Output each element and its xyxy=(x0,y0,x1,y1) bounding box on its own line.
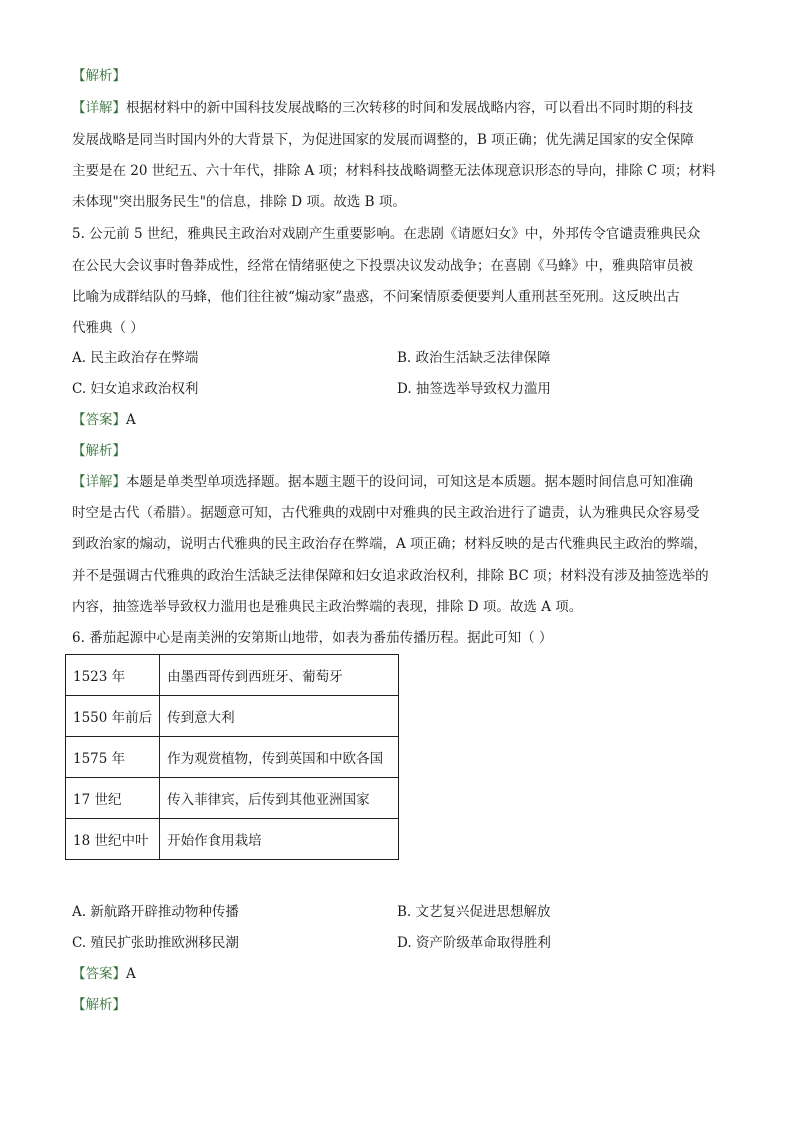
q5-option-b: B. 政治生活缺乏法律保障 xyxy=(397,350,551,366)
q6-option-b: B. 文艺复兴促进思想解放 xyxy=(397,904,551,920)
q5-option-d: D. 抽签选举导致权力滥用 xyxy=(397,381,551,397)
q5-stem-line: 在公民大会议事时鲁莽成性，经常在情绪驱使之下投票决议发动战争；在喜剧《马蜂》中，雅典陪审员被 xyxy=(72,258,693,274)
answer-value: A xyxy=(126,966,136,982)
q6-option-a: A. 新航路开辟推动物种传播 xyxy=(72,904,239,920)
answer-value: A xyxy=(126,412,136,428)
table-cell-period: 18 世纪中叶 xyxy=(66,819,160,860)
detail-text: 本题是单类型单项选择题。据本题主题干的设问词，可知这是本质题。据本题时间信息可知准确 xyxy=(126,474,693,490)
q5-stem-line: 比喻为成群结队的马蜂，他们往往被“煽动家”蛊惑，不问案情原委便要判人重刑甚至死刑。这反映出古 xyxy=(72,289,680,305)
q5-option-a: A. 民主政治存在弊端 xyxy=(72,350,199,366)
detail-line xyxy=(72,98,693,118)
table-cell-period: 1550 年前后 xyxy=(66,696,160,737)
table-cell-period: 1575 年 xyxy=(66,737,160,778)
analysis-tag: 【解析】 xyxy=(72,997,126,1013)
detail-line: 到政治家的煽动，说明古代雅典的民主政治存在弊端，A 项正确；材料反映的是古代雅典民主政治的弊端， xyxy=(72,536,708,552)
table-cell-event: 传入菲律宾，后传到其他亚洲国家 xyxy=(160,778,399,819)
q6-option-d: D. 资产阶级革命取得胜利 xyxy=(397,935,551,951)
table-cell-event: 传到意大利 xyxy=(160,696,399,737)
detail-line: 主要是在 20 世纪五、六十年代，排除 A 项；材料科技战略调整无法体现意识形态的导向，排除 C 项；材料 xyxy=(72,163,716,179)
detail-line: 未体现"突出服务民生"的信息，排除 D 项。故选 B 项。 xyxy=(72,194,406,210)
table-cell-event: 开始作食用栽培 xyxy=(160,819,399,860)
detail-line: 内容，抽签选举导致权力滥用也是雅典民主政治弊端的表现，排除 D 项。故选 A 项。 xyxy=(72,599,583,615)
table-cell-event: 作为观赏植物，传到英国和中欧各国 xyxy=(160,737,399,778)
q5-stem-line: 5. 公元前 5 世纪，雅典民主政治对戏剧产生重要影响。在悲剧《请愿妇女》中，外邦传令官谴责雅典民众 xyxy=(72,226,701,242)
q6-stem: 6. 番茄起源中心是南美洲的安第斯山地带，如表为番茄传播历程。据此可知（ ） xyxy=(72,630,553,646)
q6-option-c: C. 殖民扩张助推欧洲移民潮 xyxy=(72,935,239,951)
q6-answer xyxy=(72,964,136,984)
table-row xyxy=(66,819,399,860)
table-row xyxy=(66,778,399,819)
table-row xyxy=(66,737,399,778)
detail-line xyxy=(72,472,693,492)
table-cell-period: 17 世纪 xyxy=(66,778,160,819)
answer-tag: 【答案】 xyxy=(72,412,126,428)
detail-line: 发展战略是同当时国内外的大背景下，为促进国家的发展而调整的，B 项正确；优先满足国家的安全保障 xyxy=(72,132,694,148)
detail-text: 根据材料中的新中国科技发展战略的三次转移的时间和发展战略内容，可以看出不同时期的科技 xyxy=(126,100,693,116)
table-cell-period: 1523 年 xyxy=(66,655,160,696)
analysis-tag: 【解析】 xyxy=(72,68,126,84)
detail-tag: 【详解】 xyxy=(72,474,126,490)
q5-answer xyxy=(72,410,136,430)
q5-stem-line: 代雅典（ ） xyxy=(72,320,144,336)
table-row xyxy=(66,696,399,737)
detail-tag: 【详解】 xyxy=(72,100,126,116)
q5-option-c: C. 妇女追求政治权利 xyxy=(72,381,199,397)
analysis-tag: 【解析】 xyxy=(72,443,126,459)
table-row xyxy=(66,655,399,696)
detail-line: 时空是古代（希腊）。据题意可知，古代雅典的戏剧中对雅典的民主政治进行了谴责，认为雅典民众容易受 xyxy=(72,505,700,521)
table-cell-event: 由墨西哥传到西班牙、葡萄牙 xyxy=(160,655,399,696)
detail-line: 并不是强调古代雅典的政治生活缺乏法律保障和妇女追求政治权利，排除 BC 项；材料没有涉及抽签选举的 xyxy=(72,568,709,584)
tomato-spread-table xyxy=(65,654,399,860)
answer-tag: 【答案】 xyxy=(72,966,126,982)
